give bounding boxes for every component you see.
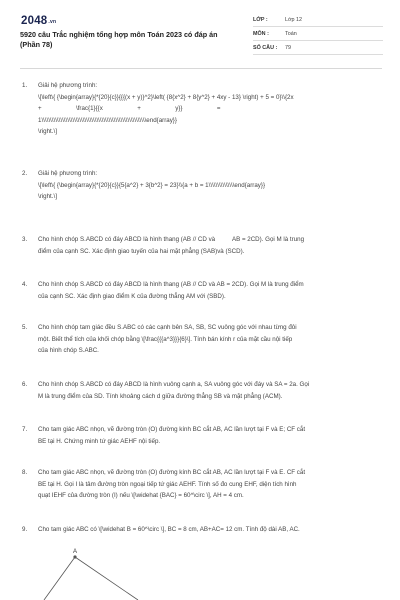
question-text — [38, 524, 382, 536]
question-number: 8. — [22, 469, 28, 476]
vertex-point — [73, 555, 76, 558]
logo-suffix: .vn — [48, 19, 57, 25]
question-line: \[\left\{ {\begin{array}{*{20}{c}}{5{a^2} + 3{b^2} = 23}\\{a + b = 1\\\\\\\\\\\\\\\end{array}} — [38, 181, 266, 189]
question-number: 1. — [22, 82, 28, 89]
question-line: Giải hệ phương trình: — [38, 82, 98, 89]
question-line: M là trung điểm của SD. Tính khoảng cách d giữa đường thẳng SB và mặt phẳng (ACM). — [38, 392, 283, 400]
question-line: của cạnh SC. Xác định giao điểm K của đường thẳng AM với (SBD). — [38, 292, 226, 300]
meta-label: MÔN : — [253, 31, 269, 37]
document-title: 5920 câu Trắc nghiệm tổng hợp môn Toán 2023 có đáp án (Phần 78) — [20, 30, 218, 49]
triangle-figure — [30, 548, 170, 600]
question-number: 2. — [22, 170, 28, 177]
question-line: BE tại H. Chứng minh tứ giác AEHF nội tiếp. — [38, 437, 161, 445]
question-number: 6. — [22, 381, 28, 388]
meta-label: SỐ CÂU : — [253, 45, 278, 51]
triangle-side-ac — [75, 557, 138, 600]
question-text — [38, 424, 382, 447]
meta-label: LỚP : — [253, 17, 268, 23]
question-number: 5. — [22, 324, 28, 331]
question-text — [38, 322, 382, 357]
triangle-side-ab — [44, 557, 75, 600]
question-line: của hình chóp S.ABC. — [38, 347, 99, 354]
question-text — [38, 279, 382, 302]
question-line: 1\\\\\\\\\\\\\\\\\\\\\\\\\\\\\\\\\\\\\\\\\\\\\\\\\\\\\\\\\\\\\end{array}} — [38, 116, 177, 124]
question-number: 7. — [22, 426, 28, 433]
logo-text: 2048 — [21, 15, 48, 27]
question-number: 4. — [22, 281, 28, 288]
question-line: + \frac{1}{{x + y}} = — [38, 105, 221, 112]
meta-value: Toán — [285, 31, 297, 37]
question-line: BE tại H. Gọi I là tâm đường tròn ngoại tiếp tứ giác AEHF. Tính số đo cung EHF, diện tích hình — [38, 480, 297, 488]
question-line: Cho tam giác ABC nhọn, vẽ đường tròn (O) đường kính BC cắt AB, AC lần lượt tại F và E. CF cắt — [38, 469, 306, 476]
question-line: Cho tam giác ABC có \[\widehat B = 60^\circ \], BC = 8 cm, AB+AC= 12 cm. Tính độ dài AB, AC. — [38, 526, 300, 533]
question-text — [38, 467, 382, 502]
vertex-label: A — [73, 549, 78, 555]
question-line: Cho hình chóp S.ABCD có đáy ABCD là hình vuông cạnh a, SA vuông góc với đáy và SA = 2a. Gọi — [38, 381, 310, 388]
question-number: 3. — [22, 236, 28, 243]
meta-value: 79 — [285, 45, 291, 51]
question-line: quạt IEHF của đường tròn (I) nếu \[\widehat {BAC} = 60^\circ \], AH = 4 cm. — [38, 492, 244, 499]
question-line: \right.\] — [38, 128, 57, 135]
question-line: điểm của cạnh SC. Xác định giao tuyến của hai mặt phẳng (SAB)và (SCD). — [38, 247, 245, 255]
question-text — [38, 234, 382, 257]
meta-value: Lớp 12 — [285, 17, 303, 23]
question-number: 9. — [22, 526, 28, 533]
question-line: Cho hình chóp S.ABCD có đáy ABCD là hình thang (AB // CD và AB = 2CD). Gọi M là trung điểm — [38, 281, 304, 288]
question-line: một. Biết thể tích của khối chóp bằng \[\frac{{{a^3}}}{6}\]. Tính bán kính r của mặt cầu nội tiếp — [38, 335, 293, 343]
question-text — [38, 80, 382, 138]
question-line: Cho tam giác ABC nhọn, vẽ đường tròn (O) đường kính BC cắt AB, AC lần lượt tại F và E; CF cắt — [38, 426, 306, 433]
question-text — [38, 168, 382, 203]
question-line: Giải hệ phương trình: — [38, 170, 98, 177]
question-line: \right.\] — [38, 193, 57, 200]
triangle-diagram — [30, 548, 170, 600]
question-line: Cho hình chóp tam giác đều S.ABC có các cạnh bên SA, SB, SC vuông góc với nhau từng đôi — [38, 324, 297, 331]
question-line: \[\left\{ {\begin{array}{*{20}{c}}{{{(x + y)}^2}\left( {8{x^2} + 8{y^2} + 4xy - 13} \right) + 5 = 0}\\{2x — [38, 93, 294, 101]
question-text — [38, 379, 382, 402]
question-line: Cho hình chóp S.ABCD có đáy ABCD là hình thang (AB // CD và AB = 2CD). Gọi M là trung — [38, 236, 305, 243]
